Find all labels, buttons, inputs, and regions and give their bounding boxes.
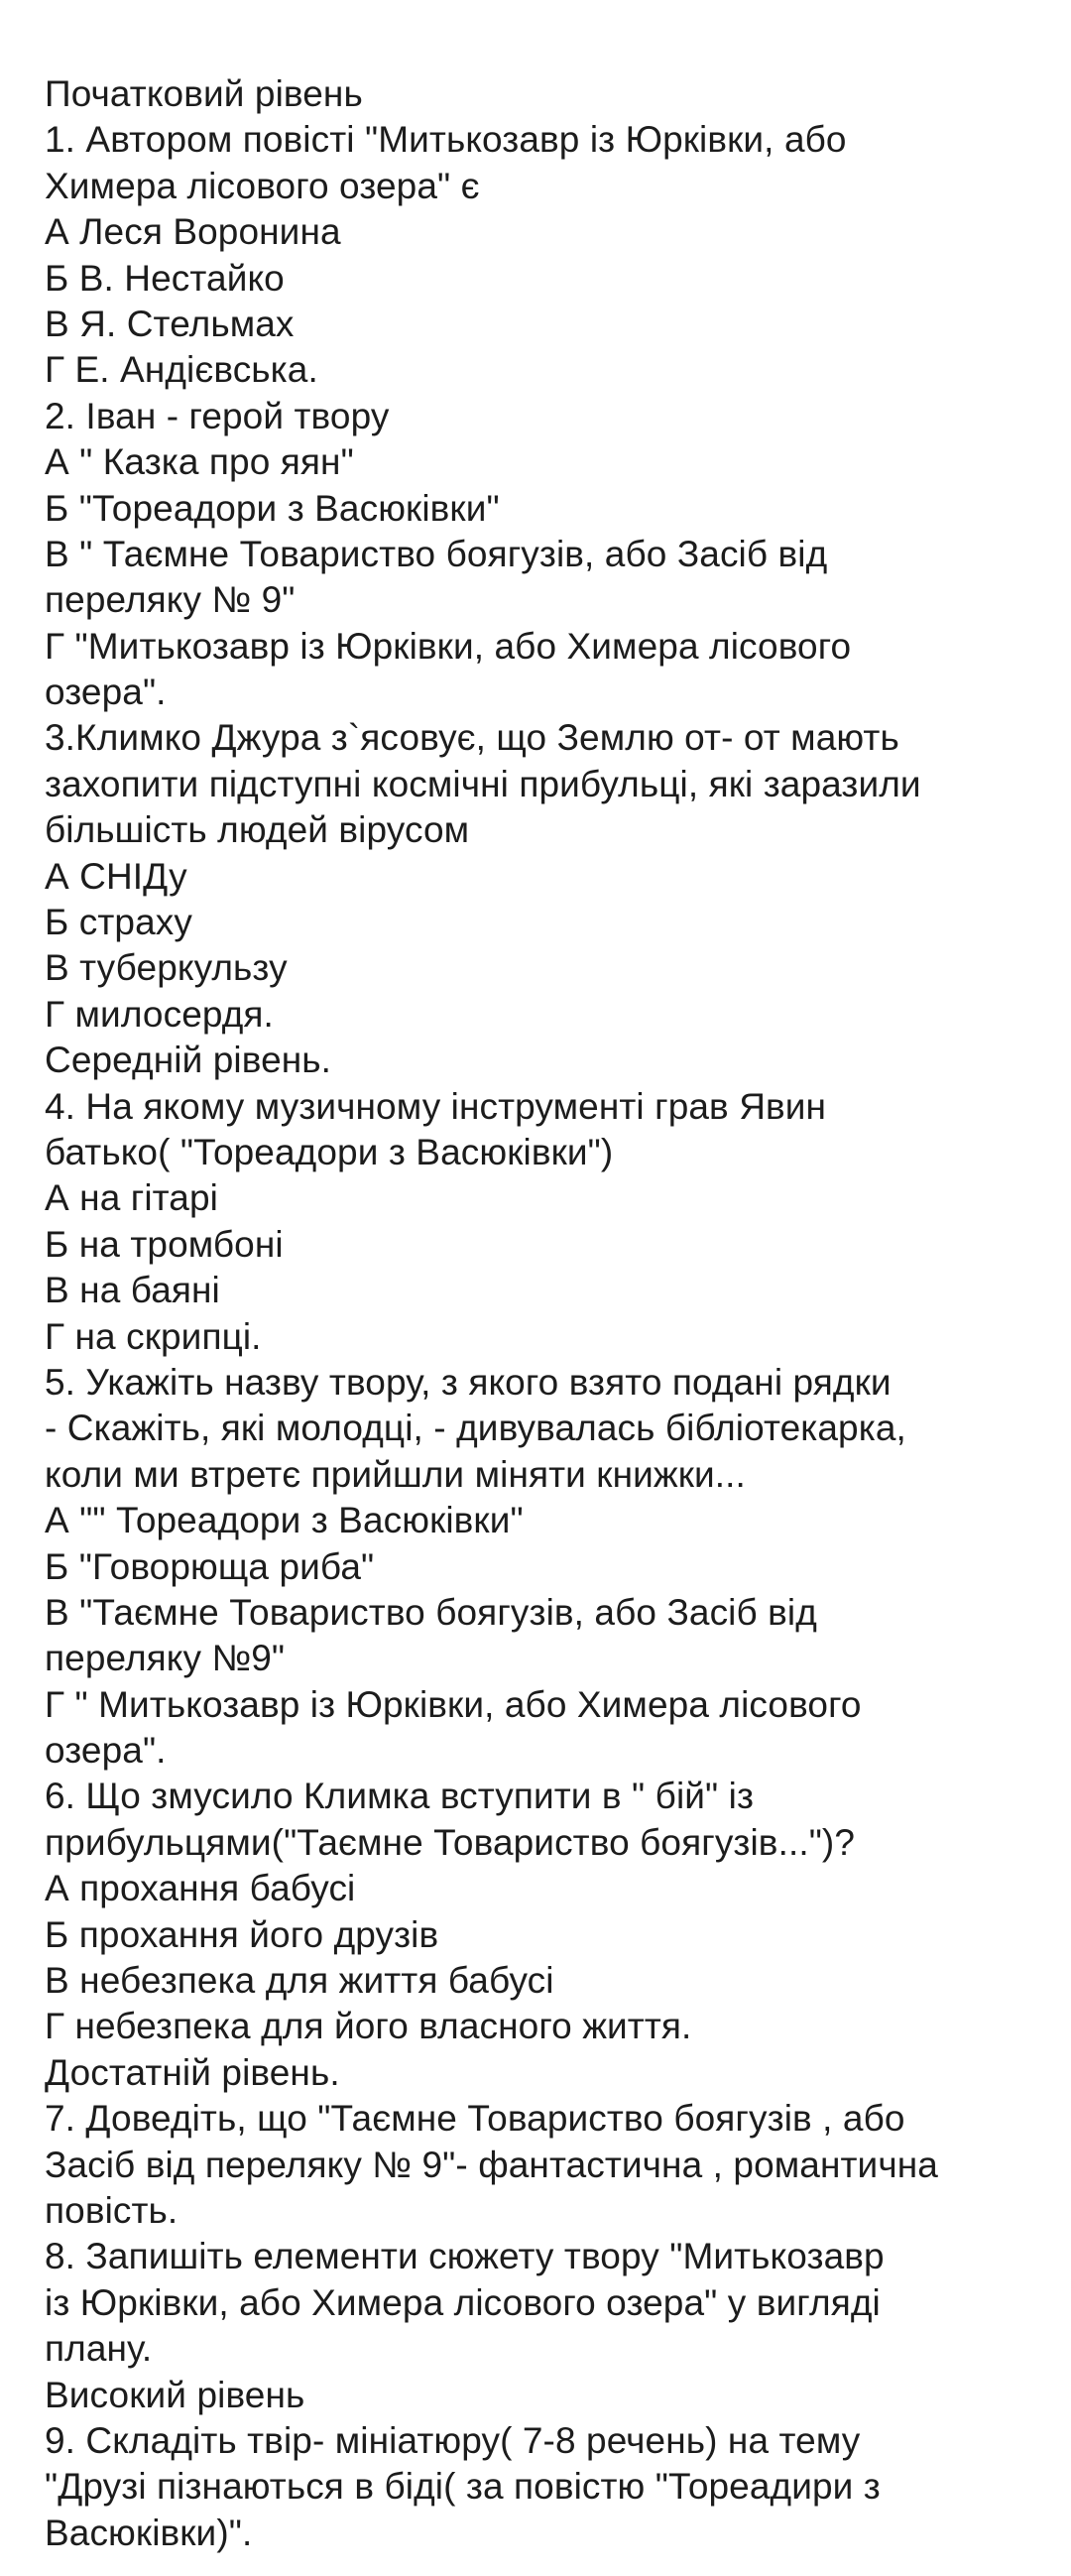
text-line: А СНІДу — [45, 855, 187, 897]
text-line: 4. На якому музичному інструменті грав Явин — [45, 1085, 827, 1127]
text-line: озера". — [45, 672, 167, 713]
text-line: більшість людей вірусом — [45, 809, 470, 851]
text-line: В "Таємне Товариство боягузів, або Засіб від — [45, 1591, 817, 1633]
text-line: В " Таємне Товариство боягузів, або Засіб від — [45, 533, 828, 574]
text-line: Г "Митькозавр із Юрківки, або Химера лісового — [45, 625, 852, 667]
text-line: повість. — [45, 2189, 178, 2231]
text-line: Г милосердя. — [45, 993, 274, 1035]
text-line: Засіб від переляку № 9"- фантастична , романтична — [45, 2144, 938, 2185]
text-line: Г " Митькозавр із Юрківки, або Химера лісового — [45, 1683, 862, 1725]
text-line: плану. — [45, 2328, 153, 2370]
text-line: А "" Тореадори з Васюківки" — [45, 1500, 524, 1541]
text-line: Початковий рівень — [45, 73, 363, 114]
text-line: Васюківки)". — [45, 2512, 253, 2553]
text-line: А на гітарі — [45, 1177, 218, 1219]
text-line: Г Е. Андієвська. — [45, 349, 318, 391]
text-line: Достатній рівень. — [45, 2051, 340, 2093]
text-line: 8. Запишіть елементи сюжету твору "Митькозавр — [45, 2236, 885, 2277]
text-line: В Я. Стельмах — [45, 303, 295, 344]
text-line: 3.Климко Джура з`ясовує, що Землю от- от мають — [45, 717, 899, 759]
text-line: переляку № 9" — [45, 579, 296, 621]
text-line: Б "Тореадори з Васюківки" — [45, 487, 500, 529]
text-line: Б прохання його друзів — [45, 1913, 439, 1955]
text-line: озера". — [45, 1730, 167, 1772]
document-text — [45, 71, 1056, 2556]
text-line: 6. Що змусило Климка вступити в " бій" із — [45, 1776, 755, 1817]
text-line: А Леся Воронина — [45, 211, 341, 253]
text-line: 7. Доведіть, що "Таємне Товариство боягузів , або — [45, 2098, 905, 2140]
text-line: Г на скрипці. — [45, 1315, 262, 1357]
text-line: 1. Автором повісті "Митькозавр із Юрківки, або — [45, 119, 847, 161]
text-line: Б В. Нестайко — [45, 257, 285, 299]
text-line: 9. Складіть твір- мініатюру( 7-8 речень) на тему — [45, 2419, 861, 2461]
text-line: 5. Укажіть назву твору, з якого взято подані рядки — [45, 1361, 892, 1403]
text-line: Г небезпека для його власного життя. — [45, 2006, 692, 2047]
text-line: 2. Іван - герой твору — [45, 395, 390, 436]
text-line: - Скажіть, які молодці, - дивувалась бібліотекарка, — [45, 1408, 906, 1449]
text-line: із Юрківки, або Химера лісового озера" у вигляді — [45, 2281, 881, 2323]
text-line: переляку №9" — [45, 1638, 286, 1679]
text-line: А прохання бабусі — [45, 1868, 356, 1909]
text-line: Високий рівень — [45, 2374, 305, 2415]
text-line: В на баяні — [45, 1270, 220, 1311]
text-line: прибульцями("Таємне Товариство боягузів...")? — [45, 1821, 856, 1863]
text-line: Б на тромбоні — [45, 1223, 284, 1265]
text-line: захопити підступні космічні прибульці, які заразили — [45, 763, 921, 804]
text-line: Б страху — [45, 902, 192, 943]
text-line: батько( "Тореадори з Васюківки") — [45, 1131, 614, 1172]
text-line: коли ми втретє прийшли міняти книжки... — [45, 1453, 746, 1495]
text-line: А " Казка про яян" — [45, 441, 354, 483]
text-line: Середній рівень. — [45, 1040, 332, 1081]
text-line: Химера лісового озера" є — [45, 165, 480, 206]
text-line: В туберкульзу — [45, 947, 288, 989]
text-line: "Друзі пізнаються в біді( за повістю "Тореадири з — [45, 2466, 881, 2508]
text-line: Б "Говорюща риба" — [45, 1545, 375, 1587]
text-line: В небезпека для життя бабусі — [45, 1960, 554, 2002]
